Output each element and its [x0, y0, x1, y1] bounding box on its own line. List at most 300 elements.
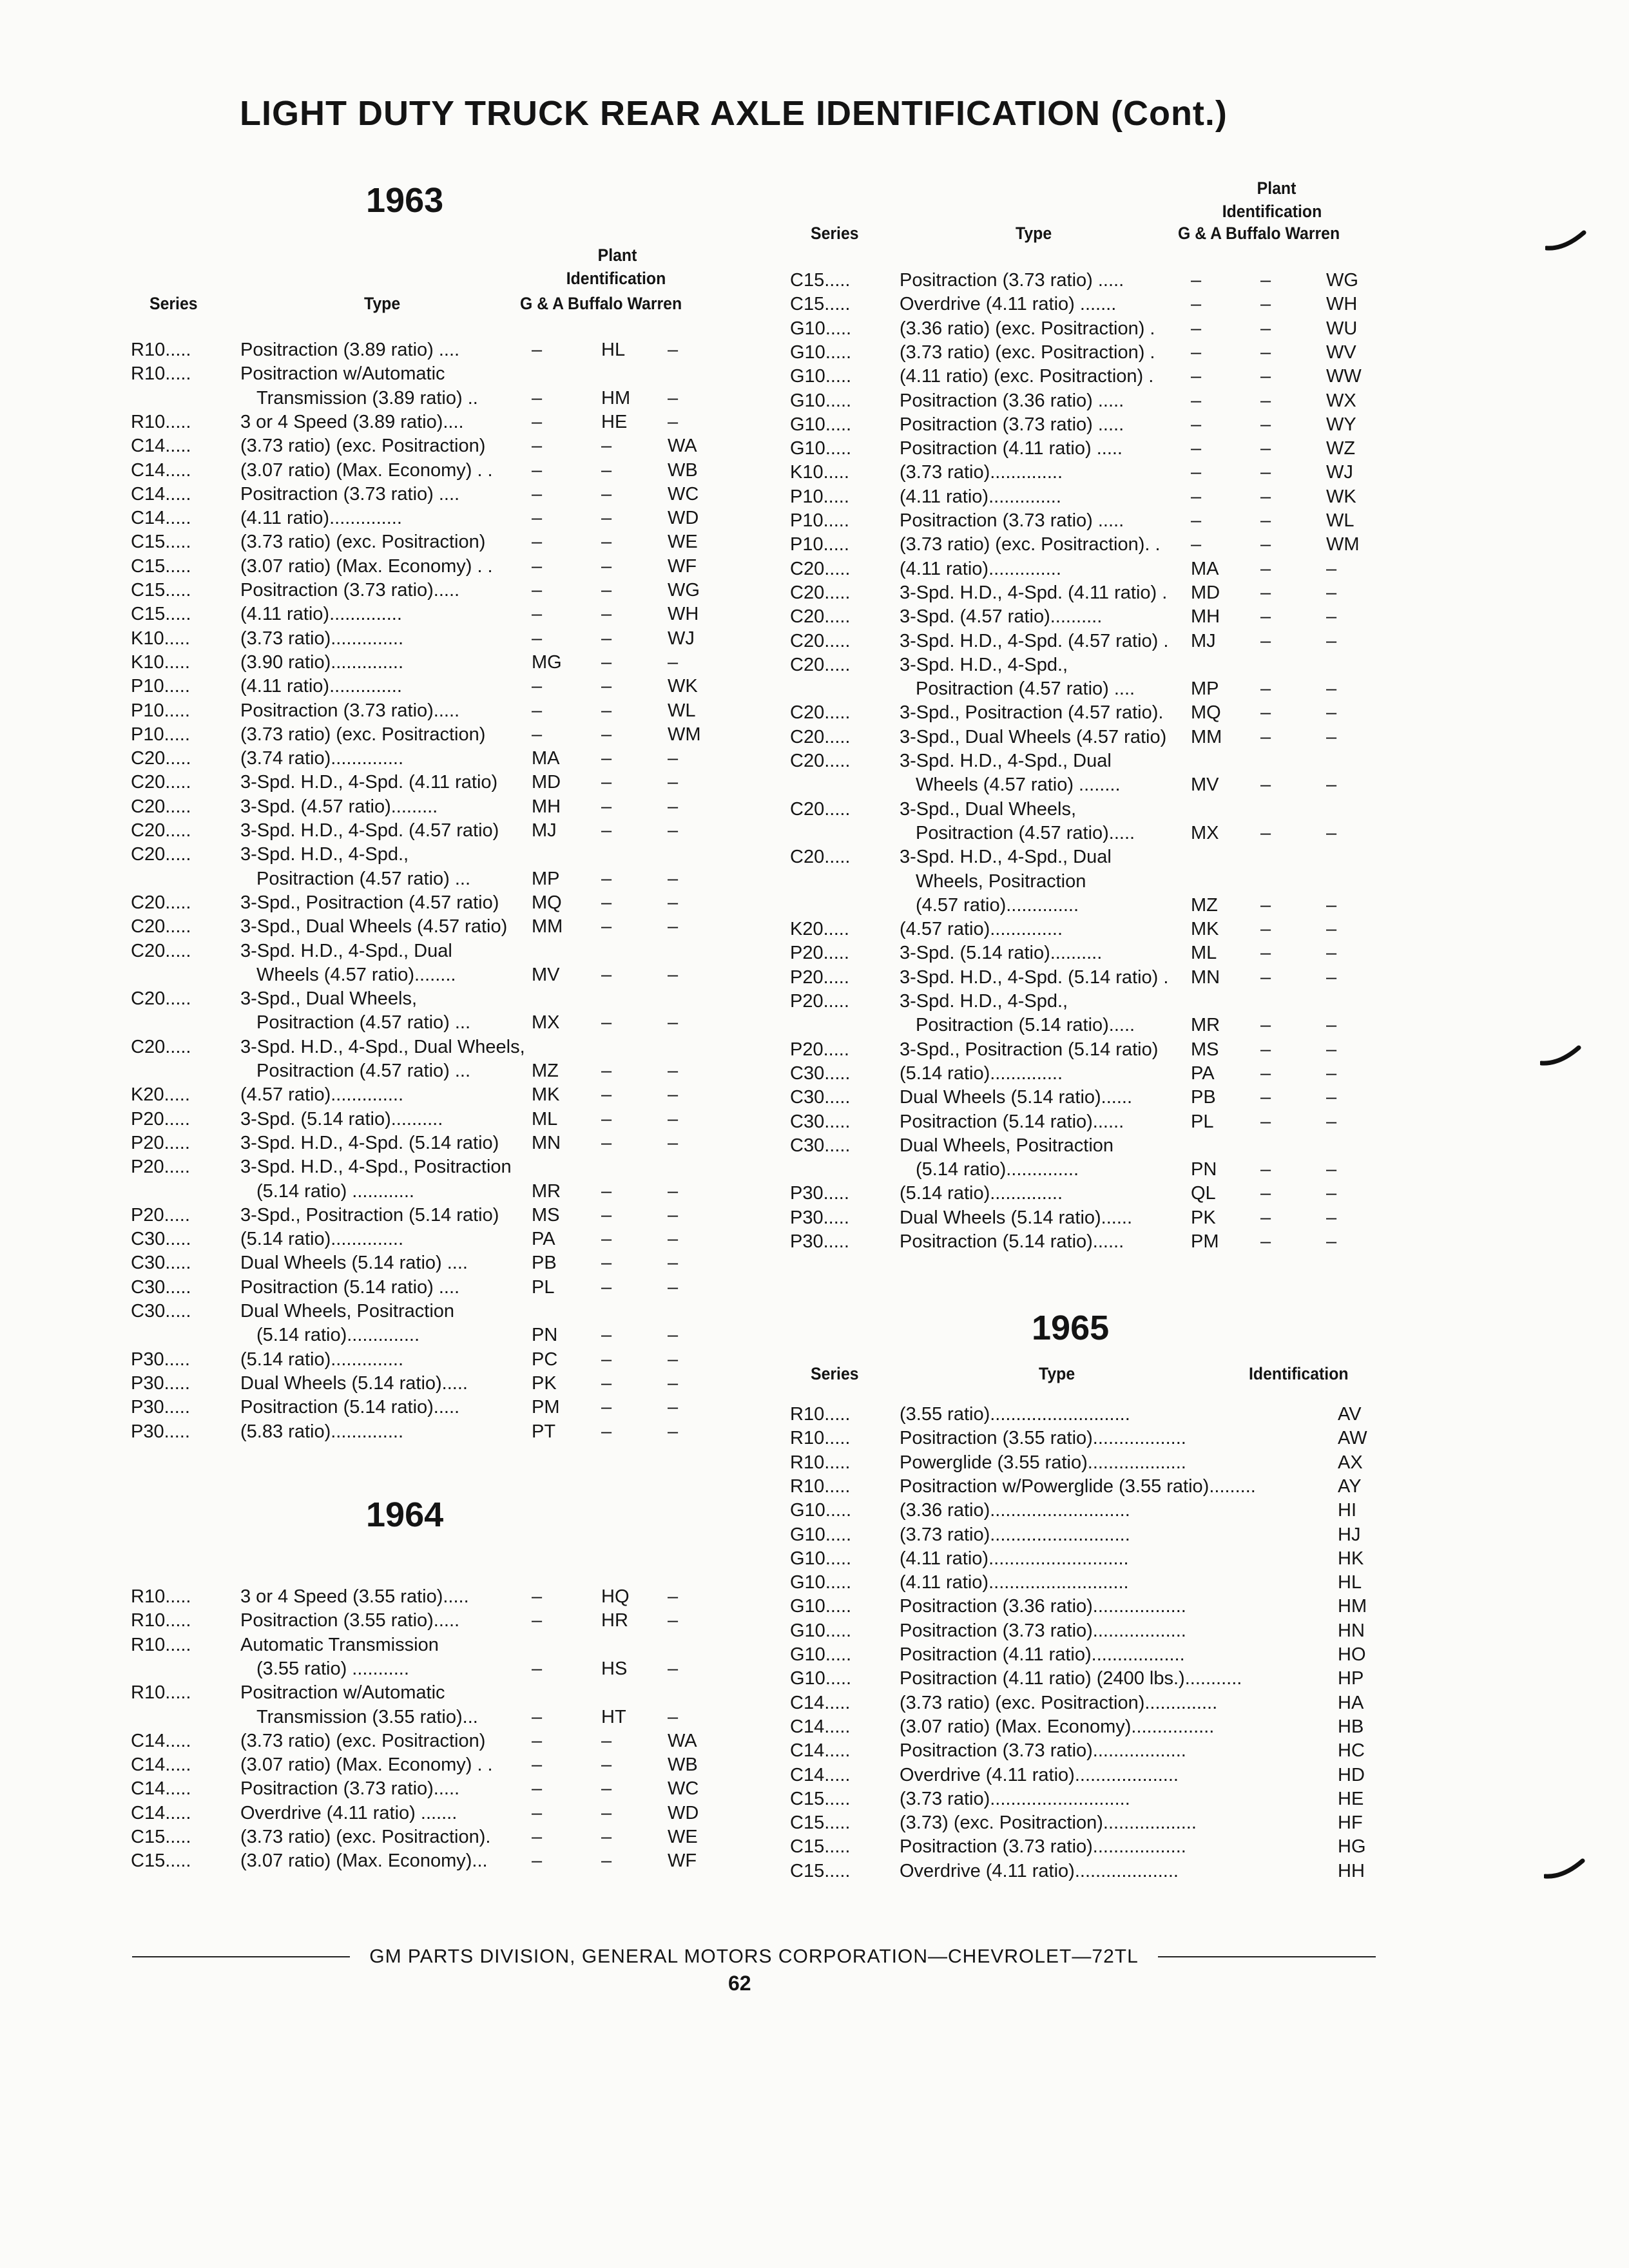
type-cell: Positraction (3.73 ratio) ..... [900, 414, 1124, 435]
type-cell: Positraction (3.73 ratio).................. [900, 1620, 1186, 1641]
series-cell: C14..... [131, 1778, 191, 1800]
series-cell: C15..... [790, 1836, 851, 1858]
warren-plant-code: WL [1326, 510, 1354, 531]
warren-plant-code: WD [668, 508, 699, 529]
type-cell: Wheels, Positraction [916, 870, 1086, 892]
series-cell: P20..... [790, 1039, 849, 1060]
type-cell: (4.11 ratio).............. [240, 508, 402, 529]
ga-plant-code: MX [1191, 822, 1219, 843]
buffalo-plant-code: HL [601, 340, 626, 360]
type-cell: Positraction (4.57 ratio) ... [256, 868, 471, 889]
warren-plant-code: WF [668, 555, 697, 577]
warren-plant-code: – [1326, 1207, 1337, 1228]
ga-plant-code: MM [1191, 726, 1222, 747]
buffalo-plant-code: – [1260, 1159, 1271, 1180]
buffalo-plant-code: – [601, 508, 612, 529]
buffalo-plant-code: – [601, 964, 612, 985]
type-cell: Transmission (3.55 ratio)... [256, 1706, 478, 1727]
buffalo-plant-code: – [601, 580, 612, 601]
type-cell: Transmission (3.89 ratio) .. [256, 387, 478, 408]
warren-plant-code: – [1326, 1231, 1337, 1252]
series-cell: C20..... [131, 772, 191, 793]
series-cell: G10..... [790, 1500, 852, 1521]
series-cell: C15..... [131, 1850, 191, 1872]
ga-plant-code: MN [532, 1132, 561, 1153]
type-cell: Overdrive (4.11 ratio) ....... [900, 294, 1117, 315]
type-cell: (4.57 ratio).............. [916, 894, 1079, 916]
series-cell: C20..... [790, 630, 851, 651]
buffalo-plant-code: – [1260, 1183, 1271, 1204]
type-cell: Positraction (3.89 ratio) .... [240, 340, 460, 360]
series-cell: C14..... [131, 459, 191, 481]
series-cell: P10..... [790, 486, 849, 507]
buffalo-plant-code: – [601, 1827, 612, 1847]
type-cell: Positraction w/Automatic [240, 363, 445, 385]
ga-plant-code: MD [532, 772, 561, 793]
type-cell: Positraction (3.73 ratio)..... [240, 580, 460, 601]
buffalo-plant-code: – [601, 436, 612, 457]
series-cell: P10..... [131, 724, 190, 745]
type-cell: Overdrive (4.11 ratio).................... [900, 1764, 1179, 1785]
ga-plant-code: PK [532, 1372, 557, 1394]
type-cell: (3.07 ratio) (Max. Economy)... [240, 1850, 488, 1872]
warren-plant-code: – [668, 387, 679, 408]
series-cell: C20..... [131, 1036, 191, 1057]
type-cell: 3-Spd. (5.14 ratio).......... [900, 943, 1103, 964]
type-cell: Positraction (3.73 ratio) ..... [900, 270, 1124, 291]
series-cell: P10..... [790, 534, 849, 555]
footer-rule-left [132, 1956, 350, 1957]
series-cell: C20..... [790, 654, 851, 675]
warren-plant-code: – [668, 892, 679, 913]
buffalo-plant-code: – [601, 604, 612, 625]
warren-plant-code: WK [668, 676, 698, 697]
type-header: Type [364, 294, 401, 313]
identification-code: HE [1338, 1788, 1364, 1809]
ga-plant-code: MM [532, 916, 563, 937]
ga-plant-code: PM [1191, 1231, 1219, 1252]
buffalo-plant-code: – [1260, 390, 1271, 411]
type-cell: 3-Spd. (4.57 ratio)......... [240, 796, 438, 817]
ga-plant-code: – [532, 628, 543, 649]
type-cell: (3.73 ratio).............. [900, 462, 1063, 483]
warren-plant-code: – [668, 964, 679, 985]
warren-plant-code: – [1326, 726, 1337, 747]
buffalo-plant-code: – [1260, 678, 1271, 700]
ga-plant-code: – [1191, 510, 1202, 531]
ga-plant-code: – [532, 340, 543, 360]
warren-plant-code: – [668, 748, 679, 769]
ga-plant-code: – [532, 1754, 543, 1776]
warren-plant-code: – [1326, 1015, 1337, 1036]
warren-plant-code: – [668, 651, 679, 673]
ga-plant-code: – [1191, 270, 1202, 291]
warren-plant-code: WA [668, 436, 697, 457]
series-cell: C30..... [790, 1111, 851, 1132]
type-cell: (3.07 ratio) (Max. Economy) . . [240, 459, 493, 481]
series-cell: C15..... [790, 1812, 851, 1834]
type-cell: Positraction (4.11 ratio).................. [900, 1644, 1185, 1665]
series-cell: C14..... [131, 436, 191, 457]
type-cell: 3-Spd. H.D., 4-Spd., Dual Wheels, [240, 1036, 525, 1057]
ga-plant-code: – [532, 724, 543, 745]
ga-plant-code: – [532, 700, 543, 721]
plant-header-right: Plant [1257, 178, 1296, 198]
series-cell: G10..... [790, 1548, 852, 1569]
series-cell: P30..... [131, 1397, 190, 1418]
buffalo-plant-code: – [601, 1421, 612, 1442]
series-cell: G10..... [790, 438, 852, 459]
warren-plant-code: WE [668, 532, 698, 553]
identification-code: HC [1338, 1740, 1365, 1762]
type-cell: Positraction (4.57 ratio)..... [916, 822, 1135, 843]
series-cell: P30..... [131, 1421, 190, 1442]
type-cell: Positraction (3.73 ratio).................. [900, 1740, 1186, 1762]
footer-rule-right [1158, 1956, 1376, 1957]
series-header: Series [149, 294, 198, 313]
series-header-right: Series [811, 224, 859, 243]
warren-plant-code: – [668, 772, 679, 793]
type-cell: Positraction (3.55 ratio)..... [240, 1610, 460, 1631]
buffalo-plant-code: – [601, 1802, 612, 1823]
type-header-1965: Type [1039, 1364, 1075, 1383]
series-cell: G10..... [790, 1644, 852, 1665]
ga-plant-code: – [1191, 366, 1202, 387]
binding-mark-icon [1544, 1857, 1585, 1883]
series-cell: G10..... [790, 1524, 852, 1545]
ga-plant-code: ML [1191, 943, 1217, 964]
warren-plant-code: – [668, 1132, 679, 1153]
buffalo-plant-code: – [1260, 943, 1271, 964]
warren-plant-code: – [1326, 1111, 1337, 1132]
series-cell: P30..... [131, 1349, 190, 1370]
ga-plant-code: MA [532, 748, 560, 769]
ga-plant-code: MR [1191, 1015, 1220, 1036]
series-cell: C30..... [131, 1253, 191, 1274]
series-cell: C20..... [790, 798, 851, 820]
series-cell: C15..... [790, 1860, 851, 1881]
warren-plant-code: – [1326, 1159, 1337, 1180]
buffalo-plant-code: – [1260, 510, 1271, 531]
buffalo-plant-code: – [1260, 822, 1271, 843]
warren-plant-code: WE [668, 1827, 698, 1847]
ga-plant-code: MD [1191, 582, 1220, 603]
type-cell: 3 or 4 Speed (3.89 ratio).... [240, 411, 464, 432]
buffalo-plant-code: – [601, 724, 612, 745]
identification-code: AX [1338, 1452, 1363, 1473]
buffalo-plant-code: – [1260, 606, 1271, 628]
type-cell: (3.73 ratio) (exc. Positraction). . [900, 534, 1161, 555]
series-cell: G10..... [790, 414, 852, 435]
buffalo-plant-code: – [601, 1325, 612, 1346]
ga-plant-code: – [532, 1802, 543, 1823]
binding-mark-icon [1540, 1044, 1581, 1070]
series-cell: P10..... [790, 510, 849, 531]
buffalo-plant-code: – [1260, 486, 1271, 507]
series-cell: R10..... [131, 1586, 191, 1607]
type-cell: (4.11 ratio).............. [900, 486, 1061, 507]
identification-code: AV [1338, 1404, 1362, 1425]
ga-plant-code: PN [1191, 1159, 1217, 1180]
ga-plant-code: MH [532, 796, 561, 817]
ga-plant-code: – [1191, 318, 1202, 339]
type-cell: 3-Spd., Dual Wheels, [240, 988, 418, 1010]
buffalo-plant-code: HM [601, 387, 631, 408]
ga-plant-code: – [1191, 390, 1202, 411]
buffalo-plant-code: – [1260, 414, 1271, 435]
series-cell: C14..... [131, 1730, 191, 1751]
series-cell: R10..... [131, 1634, 191, 1655]
ga-plant-code: PB [532, 1253, 557, 1274]
type-cell: Powerglide (3.55 ratio)................... [900, 1452, 1186, 1473]
year-heading-1963: 1963 [366, 181, 444, 220]
buffalo-plant-code: – [601, 868, 612, 889]
warren-plant-code: WY [1326, 414, 1356, 435]
type-cell: Positraction (3.36 ratio).................. [900, 1596, 1186, 1617]
type-cell: (5.14 ratio).............. [240, 1349, 404, 1370]
ga-plant-code: – [532, 1706, 543, 1727]
type-cell: Positraction (4.11 ratio) (2400 lbs.)........... [900, 1668, 1242, 1689]
ga-plant-code: – [532, 508, 543, 529]
type-cell: Wheels (4.57 ratio) ........ [916, 774, 1121, 796]
identification-code: HD [1338, 1764, 1365, 1785]
type-cell: 3-Spd., Positraction (5.14 ratio) [240, 1204, 499, 1225]
type-cell: (5.14 ratio).............. [900, 1062, 1063, 1084]
buffalo-plant-code: – [1260, 630, 1271, 651]
buffalo-plant-code: – [601, 1204, 612, 1225]
warren-plant-code: – [668, 796, 679, 817]
footer-text: GM PARTS DIVISION, GENERAL MOTORS CORPORATION—CHEVROLET—72TL [369, 1946, 1139, 1967]
buffalo-plant-code: – [1260, 366, 1271, 387]
plants-header: G & A Buffalo Warren [520, 294, 682, 313]
warren-plant-code: WJ [668, 628, 695, 649]
series-cell: K20..... [790, 919, 849, 940]
series-cell: C15..... [790, 1788, 851, 1809]
series-cell: C20..... [131, 916, 191, 937]
buffalo-plant-code: – [601, 1180, 612, 1202]
buffalo-plant-code: – [601, 555, 612, 577]
series-cell: P30..... [131, 1372, 190, 1394]
identification-header-right: Identification [1222, 202, 1322, 221]
type-cell: Positraction (3.73 ratio)..... [240, 700, 460, 721]
ga-plant-code: MP [1191, 678, 1219, 700]
ga-plant-code: – [532, 1730, 543, 1751]
series-cell: C30..... [131, 1229, 191, 1250]
ga-plant-code: MS [532, 1204, 560, 1225]
series-cell: P20..... [790, 991, 849, 1012]
binding-mark-icon [1545, 229, 1586, 255]
ga-plant-code: ML [532, 1108, 558, 1129]
type-cell: (3.07 ratio) (Max. Economy) . . [240, 1754, 493, 1776]
type-cell: (4.57 ratio).............. [900, 919, 1063, 940]
warren-plant-code: – [668, 1276, 679, 1298]
buffalo-plant-code: – [1260, 894, 1271, 916]
warren-plant-code: – [668, 1325, 679, 1346]
series-cell: C15..... [790, 270, 851, 291]
warren-plant-code: – [1326, 678, 1337, 700]
type-cell: 3-Spd. H.D., 4-Spd., Dual [900, 751, 1112, 771]
series-cell: C20..... [790, 751, 851, 771]
buffalo-plant-code: – [601, 1084, 612, 1106]
series-cell: C20..... [790, 702, 851, 724]
series-cell: R10..... [790, 1428, 851, 1449]
buffalo-plant-code: – [1260, 1087, 1271, 1108]
type-cell: 3 or 4 Speed (3.55 ratio)..... [240, 1586, 469, 1607]
warren-plant-code: WC [668, 1778, 699, 1800]
ga-plant-code: MJ [532, 820, 557, 841]
buffalo-plant-code: – [601, 700, 612, 721]
type-cell: (3.55 ratio) ........... [256, 1658, 409, 1679]
buffalo-plant-code: – [1260, 774, 1271, 796]
series-cell: C20..... [790, 847, 851, 868]
series-cell: C20..... [790, 726, 851, 747]
buffalo-plant-code: – [1260, 318, 1271, 339]
warren-plant-code: WK [1326, 486, 1356, 507]
ga-plant-code: PN [532, 1325, 558, 1346]
warren-plant-code: WM [1326, 534, 1360, 555]
type-cell: (3.73 ratio) (exc. Positraction) [240, 724, 486, 745]
warren-plant-code: – [1326, 1183, 1337, 1204]
buffalo-plant-code: – [601, 1276, 612, 1298]
series-cell: C15..... [131, 1827, 191, 1847]
warren-plant-code: – [1326, 582, 1337, 603]
ga-plant-code: MZ [532, 1061, 559, 1081]
type-cell: Positraction (3.36 ratio) ..... [900, 390, 1124, 411]
buffalo-plant-code: – [601, 1397, 612, 1418]
series-cell: C20..... [790, 582, 851, 603]
warren-plant-code: WU [1326, 318, 1358, 339]
ga-plant-code: MX [532, 1012, 560, 1033]
warren-plant-code: WH [1326, 294, 1358, 315]
series-cell: C20..... [131, 940, 191, 961]
buffalo-plant-code: – [1260, 1231, 1271, 1252]
ga-plant-code: PM [532, 1397, 560, 1418]
ga-plant-code: – [532, 604, 543, 625]
series-cell: R10..... [131, 411, 191, 432]
series-cell: P20..... [790, 966, 849, 988]
plants-header-right: G & A Buffalo Warren [1178, 224, 1340, 243]
series-cell: R10..... [131, 363, 191, 385]
series-cell: G10..... [790, 1668, 852, 1689]
type-cell: Dual Wheels (5.14 ratio)..... [240, 1372, 468, 1394]
series-cell: G10..... [790, 1572, 852, 1593]
ga-plant-code: MQ [532, 892, 562, 913]
type-cell: (3.07 ratio) (Max. Economy) . . [240, 555, 493, 577]
warren-plant-code: – [1326, 894, 1337, 916]
type-cell: 3-Spd. H.D., 4-Spd. (4.11 ratio) . [900, 582, 1168, 603]
series-cell: C30..... [790, 1087, 851, 1108]
type-cell: (4.57 ratio).............. [240, 1084, 404, 1106]
buffalo-plant-code: HT [601, 1706, 626, 1727]
ga-plant-code: – [532, 1586, 543, 1607]
buffalo-plant-code: – [1260, 438, 1271, 459]
ga-plant-code: – [532, 1850, 543, 1872]
type-cell: (3.07 ratio) (Max. Economy)................ [900, 1716, 1215, 1737]
type-cell: (5.14 ratio).............. [916, 1159, 1079, 1180]
identification-code: HI [1338, 1500, 1356, 1521]
series-cell: R10..... [131, 340, 191, 360]
buffalo-plant-code: – [601, 916, 612, 937]
type-cell: 3-Spd. H.D., 4-Spd. (4.57 ratio) . [900, 630, 1169, 651]
series-cell: C14..... [790, 1692, 851, 1713]
series-cell: G10..... [790, 318, 852, 339]
warren-plant-code: – [1326, 702, 1337, 724]
series-cell: C15..... [131, 580, 191, 601]
series-cell: R10..... [131, 1682, 191, 1704]
warren-plant-code: WG [668, 580, 700, 601]
buffalo-plant-code: – [601, 459, 612, 481]
ga-plant-code: – [532, 580, 543, 601]
type-cell: 3-Spd., Positraction (4.57 ratio). [900, 702, 1164, 724]
type-header-right: Type [1016, 224, 1052, 243]
type-cell: Positraction (4.57 ratio) .... [916, 678, 1135, 700]
warren-plant-code: – [668, 820, 679, 841]
warren-plant-code: WB [668, 459, 698, 481]
identification-code: HF [1338, 1812, 1363, 1834]
type-cell: (4.11 ratio)........................... [900, 1548, 1129, 1569]
ga-plant-code: PC [532, 1349, 558, 1370]
type-cell: Positraction (5.14 ratio) .... [240, 1276, 460, 1298]
type-cell: (3.73 ratio).............. [240, 628, 404, 649]
type-cell: 3-Spd. H.D., 4-Spd. (5.14 ratio) [240, 1132, 499, 1153]
ga-plant-code: PT [532, 1421, 556, 1442]
ga-plant-code: MV [532, 964, 560, 985]
ga-plant-code: QL [1191, 1183, 1216, 1204]
warren-plant-code: – [668, 1372, 679, 1394]
identification-header-1965: Identification [1249, 1364, 1349, 1383]
ga-plant-code: MQ [1191, 702, 1221, 724]
buffalo-plant-code: – [601, 820, 612, 841]
buffalo-plant-code: HR [601, 1610, 628, 1631]
ga-plant-code: MZ [1191, 894, 1218, 916]
ga-plant-code: MN [1191, 966, 1220, 988]
type-cell: (3.73 ratio) (exc. Positraction). [240, 1827, 491, 1847]
ga-plant-code: – [532, 1658, 543, 1679]
type-cell: (3.74 ratio).............. [240, 748, 404, 769]
type-cell: Positraction (4.57 ratio) ... [256, 1061, 471, 1081]
series-cell: G10..... [790, 1596, 852, 1617]
year-heading-1964: 1964 [366, 1495, 444, 1534]
buffalo-plant-code: – [601, 748, 612, 769]
buffalo-plant-code: – [1260, 341, 1271, 363]
ga-plant-code: – [1191, 414, 1202, 435]
type-cell: (5.14 ratio) ............ [256, 1180, 414, 1202]
warren-plant-code: – [668, 1397, 679, 1418]
warren-plant-code: WB [668, 1754, 698, 1776]
buffalo-plant-code: – [601, 796, 612, 817]
series-cell: K10..... [790, 462, 849, 483]
ga-plant-code: – [532, 411, 543, 432]
series-cell: G10..... [790, 341, 852, 363]
type-cell: 3-Spd. (5.14 ratio).......... [240, 1108, 443, 1129]
buffalo-plant-code: – [601, 1372, 612, 1394]
identification-code: HK [1338, 1548, 1364, 1569]
buffalo-plant-code: – [1260, 558, 1271, 579]
buffalo-plant-code: – [601, 1253, 612, 1274]
series-cell: R10..... [131, 1610, 191, 1631]
ga-plant-code: – [1191, 486, 1202, 507]
buffalo-plant-code: – [1260, 919, 1271, 940]
buffalo-plant-code: – [1260, 1207, 1271, 1228]
buffalo-plant-code: – [601, 772, 612, 793]
identification-code: HB [1338, 1716, 1364, 1737]
ga-plant-code: – [532, 436, 543, 457]
warren-plant-code: – [668, 916, 679, 937]
type-cell: Positraction (4.57 ratio) ... [256, 1012, 471, 1033]
identification-code: HP [1338, 1668, 1364, 1689]
series-cell: K20..... [131, 1084, 190, 1106]
ga-plant-code: MK [1191, 919, 1219, 940]
